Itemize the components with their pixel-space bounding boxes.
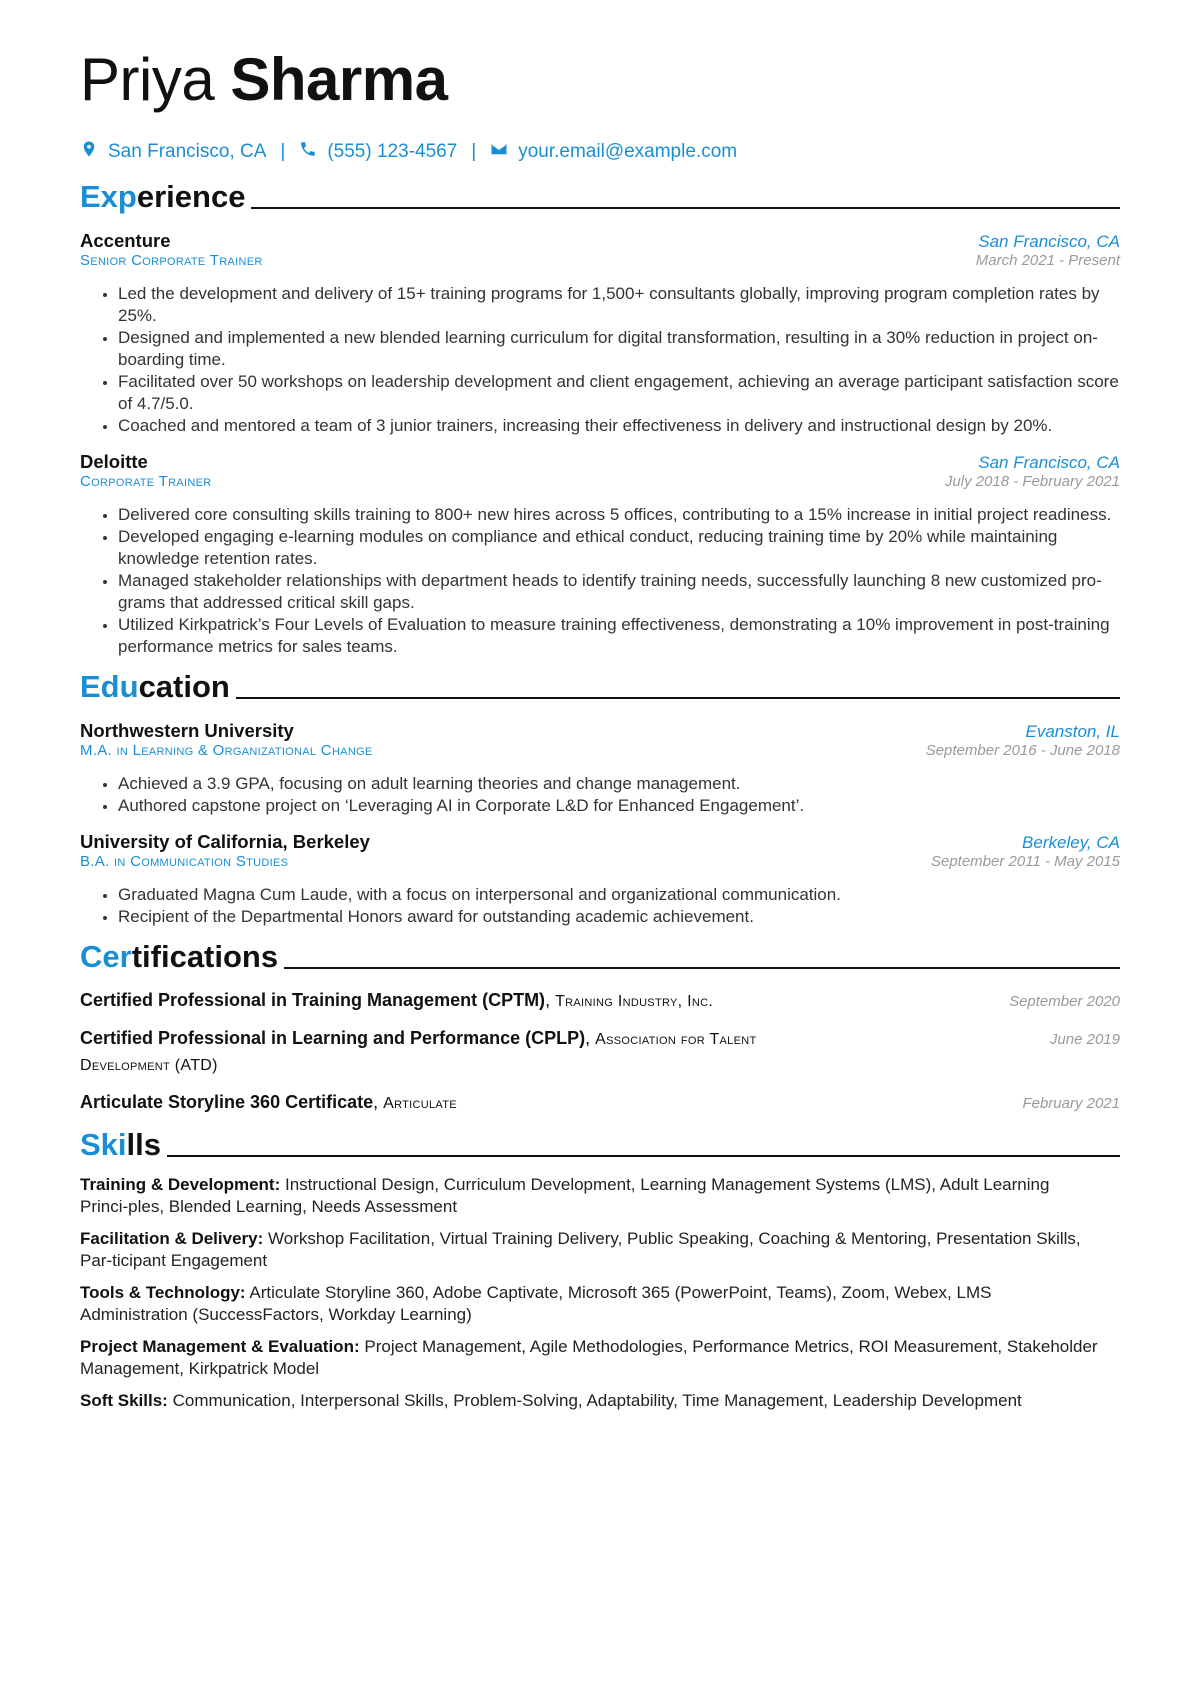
phone-icon xyxy=(299,140,317,164)
experience-entry xyxy=(80,230,1120,437)
list-item: • Delivered core consulting skills training to 800+ new hires across 5 offices, contributing to a 15% increase in initial project readiness. xyxy=(118,504,1120,526)
skill-group xyxy=(80,1174,1120,1218)
certification-entry: Certified Professional in Learning and Performance (CPLP), Association for Talent Development (ATD) June 2019 xyxy=(80,1026,1120,1078)
contact-phone[interactable] xyxy=(299,140,457,164)
cert-name: Certified Professional in Training Management (CPTM) xyxy=(80,990,546,1010)
cert-date: June 2019 xyxy=(1049,1031,1120,1048)
skill-group xyxy=(80,1282,1120,1326)
employer: Deloitte xyxy=(80,451,148,472)
cert-issuer: Training Industry, Inc. xyxy=(555,993,714,1010)
cert-date: February 2021 xyxy=(1022,1095,1120,1112)
employer: Accenture xyxy=(80,230,171,251)
skill-items: Project Management, Agile Methodologies, Performance Metrics, ROI Measurement, Stakeholder Management, Kirkpatrick Model xyxy=(80,1337,1098,1378)
last-name: Sharma xyxy=(230,46,448,113)
job-title: Corporate Trainer xyxy=(80,473,212,490)
contact-email[interactable] xyxy=(490,140,737,164)
list-item: • Developed engaging e-learning modules on compliance and ethical conduct, reducing training time by 20% while maintaining knowledge retention rates. xyxy=(118,526,1120,570)
certifications-heading xyxy=(80,938,1120,976)
section-title: Education xyxy=(80,669,230,704)
experience-heading xyxy=(80,178,1120,216)
contact-separator: | xyxy=(280,141,286,162)
section-title: Experience xyxy=(80,179,246,214)
school-location: Evanston, IL xyxy=(1025,722,1120,741)
envelope-icon xyxy=(490,140,508,164)
section-rule xyxy=(284,967,1120,969)
skill-group xyxy=(80,1336,1120,1380)
candidate-name xyxy=(80,44,1120,116)
list-item: • Designed and implemented a new blended learning curriculum for digital transformation, resulting in a 30% reduction in project on-boarding time. xyxy=(118,327,1120,371)
job-title: Senior Corporate Trainer xyxy=(80,252,263,269)
skill-items: Communication, Interpersonal Skills, Problem-Solving, Adaptability, Time Management, Leadership Development xyxy=(172,1391,1022,1410)
list-item: • Facilitated over 50 workshops on leadership development and client engagement, achieving an average participant satisfaction score of 4.7/5.0. xyxy=(118,371,1120,415)
education-entry xyxy=(80,831,1120,928)
list-item: • Utilized Kirkpatrick’s Four Levels of Evaluation to measure training effectiveness, demonstrating a 10% improvement in post-training performance metrics for sales teams. xyxy=(118,614,1120,658)
section-rule xyxy=(167,1155,1120,1157)
job-location: San Francisco, CA xyxy=(978,232,1120,251)
location-text: San Francisco, CA xyxy=(108,141,267,162)
cert-date: September 2020 xyxy=(1009,993,1120,1010)
degree: B.A. in Communication Studies xyxy=(80,853,289,870)
skill-items: Instructional Design, Curriculum Development, Learning Management Systems (LMS), Adult Learning Princi-ples, Blended Learning, Needs Assessment xyxy=(80,1175,1050,1216)
skill-items: Articulate Storyline 360, Adobe Captivate, Microsoft 365 (PowerPoint, Teams), Zoom, Webex, LMS Administration (SuccessFactors, Workday Learning) xyxy=(80,1283,992,1324)
skill-group xyxy=(80,1228,1120,1272)
section-title: Certifications xyxy=(80,939,279,974)
skill-group xyxy=(80,1390,1120,1412)
school: University of California, Berkeley xyxy=(80,831,370,852)
skills-heading xyxy=(80,1126,1120,1164)
skill-items: Workshop Facilitation, Virtual Training Delivery, Public Speaking, Coaching & Mentoring, Presentation Skills, Par-ticipant Engagement xyxy=(80,1229,1081,1270)
skill-category: Training & Development: xyxy=(80,1175,281,1194)
school: Northwestern University xyxy=(80,720,294,741)
skill-category: Project Management & Evaluation: xyxy=(80,1337,360,1356)
school-location: Berkeley, CA xyxy=(1022,833,1120,852)
list-item: • Managed stakeholder relationships with department heads to identify training needs, successfully launching 8 new customized pro-grams that addressed critical skill gaps. xyxy=(118,570,1120,614)
cert-issuer: Articulate xyxy=(383,1095,457,1112)
contact-location xyxy=(80,140,266,164)
cert-name: Articulate Storyline 360 Certificate xyxy=(80,1092,374,1112)
cert-issuer: Association for Talent Development (ATD) xyxy=(80,1031,757,1074)
first-name: Priya xyxy=(80,46,215,113)
degree: M.A. in Learning & Organizational Change xyxy=(80,742,373,759)
job-location: San Francisco, CA xyxy=(978,453,1120,472)
list-item: • Graduated Magna Cum Laude, with a focus on interpersonal and organizational communication. xyxy=(118,884,1120,906)
section-rule xyxy=(251,207,1120,209)
list-item: • Achieved a 3.9 GPA, focusing on adult learning theories and change management. xyxy=(118,773,1120,795)
map-pin-icon xyxy=(80,140,98,164)
skill-category: Tools & Technology: xyxy=(80,1283,246,1302)
education-entry xyxy=(80,720,1120,817)
achievement-list xyxy=(80,773,1120,817)
job-dates: March 2021 - Present xyxy=(975,252,1120,269)
job-dates: July 2018 - February 2021 xyxy=(944,473,1120,490)
contact-separator: | xyxy=(471,141,477,162)
skill-category: Facilitation & Delivery: xyxy=(80,1229,264,1248)
education-heading xyxy=(80,668,1120,706)
list-item: • Coached and mentored a team of 3 junior trainers, increasing their effectiveness in delivery and instructional design by 20%. xyxy=(118,415,1120,437)
cert-name: Certified Professional in Learning and Performance (CPLP) xyxy=(80,1028,586,1048)
contact-line xyxy=(80,140,1120,164)
list-item: • Authored capstone project on ‘Leveraging AI in Corporate L&D for Enhanced Engagement’. xyxy=(118,795,1120,817)
skill-category: Soft Skills: xyxy=(80,1391,168,1410)
experience-entry xyxy=(80,451,1120,658)
study-dates: September 2016 - June 2018 xyxy=(925,742,1120,759)
certification-entry: Articulate Storyline 360 Certificate, Articulate February 2021 xyxy=(80,1090,1120,1116)
achievement-list xyxy=(80,884,1120,928)
section-rule xyxy=(236,697,1120,699)
phone-text: (555) 123-4567 xyxy=(327,141,458,162)
section-title: Skills xyxy=(80,1127,161,1162)
certification-entry: Certified Professional in Training Management (CPTM), Training Industry, Inc. September 2020 xyxy=(80,988,1120,1014)
study-dates: September 2011 - May 2015 xyxy=(930,853,1120,870)
achievement-list xyxy=(80,283,1120,437)
list-item: • Led the development and delivery of 15+ training programs for 1,500+ consultants globally, improving program completion rates by 25%. xyxy=(118,283,1120,327)
email-text: your.email@example.com xyxy=(518,141,738,162)
achievement-list xyxy=(80,504,1120,658)
list-item: • Recipient of the Departmental Honors award for outstanding academic achievement. xyxy=(118,906,1120,928)
